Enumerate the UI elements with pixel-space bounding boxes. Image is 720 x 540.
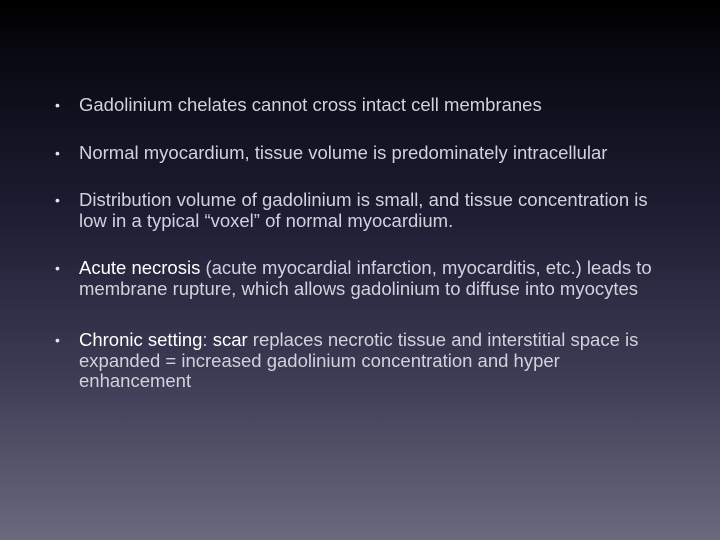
bullet-text: Normal myocardium, tissue volume is predominately intracellular <box>79 141 608 163</box>
highlight-chronic-setting: Chronic setting <box>79 329 203 350</box>
bullet-icon: • <box>55 260 60 276</box>
bullet-icon: • <box>55 144 60 161</box>
bullet-text: replaces necrotic tissue and interstitial space is expanded = increased gadolinium concentration and hyper enhancement <box>79 329 639 391</box>
bullet-separator: : <box>202 329 213 350</box>
bullet-list <box>52 95 662 419</box>
highlight-scar: scar <box>212 329 248 350</box>
bullet-text: Distribution volume of gadolinium is small, and tissue concentration is low in a typical “voxel” of normal myocardium. <box>79 189 648 231</box>
bullet-item-gadolinium-membranes <box>52 95 662 116</box>
bullet-icon: • <box>55 332 60 348</box>
bullet-icon: • <box>55 192 60 208</box>
bullet-text: (acute myocardial infarction, myocarditis, etc.) leads to membrane rupture, which allows gadolinium to diffuse into myocytes <box>79 257 652 299</box>
bullet-item-normal-myocardium <box>52 143 662 164</box>
bullet-icon: • <box>55 97 60 113</box>
bullet-text: Gadolinium chelates cannot cross intact cell membranes <box>79 94 542 115</box>
highlight-acute-necrosis: Acute necrosis <box>79 257 201 278</box>
bullet-item-acute-necrosis <box>52 258 662 299</box>
bullet-item-distribution-volume <box>52 190 662 231</box>
bullet-item-chronic-setting <box>52 330 662 392</box>
